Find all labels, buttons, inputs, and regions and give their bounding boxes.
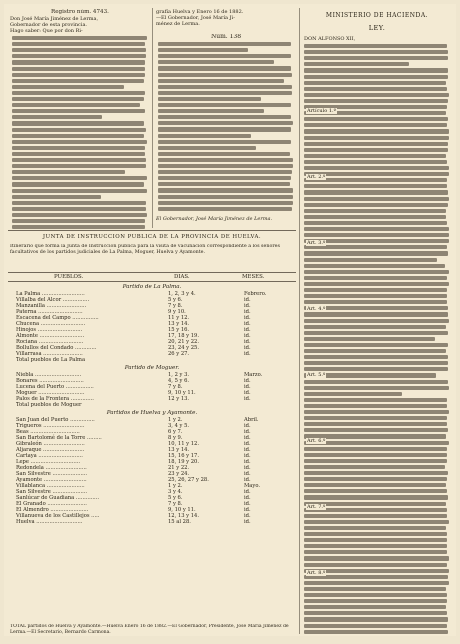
body-text-line (304, 190, 448, 194)
body-text-line (158, 97, 261, 101)
body-text-line (304, 404, 447, 408)
body-text-line (304, 197, 449, 201)
month-cell: id. (244, 435, 251, 441)
month-cell: id. (244, 471, 251, 477)
days-cell: 12 y 13. (168, 396, 190, 402)
body-text-line (304, 611, 447, 615)
town-cell: San Juan del Puerto ............... (16, 417, 95, 423)
town-cell: Sanlúcar de Guadiana .............. (16, 495, 99, 501)
col-header-dias: DIAS. (174, 274, 190, 280)
body-text-line (304, 148, 448, 152)
partido-heading: Partidos de Huelva y Ayamonte. (106, 410, 198, 416)
body-text-line (12, 182, 144, 186)
days-cell: 21 y 22. (168, 465, 190, 471)
body-text-line (304, 477, 447, 481)
table-rule (8, 272, 296, 273)
body-text-line (304, 312, 448, 316)
body-text-line (304, 276, 447, 280)
body-text-line (158, 146, 256, 150)
month-cell: id. (244, 297, 251, 303)
body-text-line (158, 121, 293, 125)
body-text-line (304, 50, 448, 54)
junta-title: JUNTA DE INSTRUCCION PUBLICA DE LA PROVINCIA DE HUELVA. (42, 234, 262, 240)
body-text-line (158, 207, 292, 211)
body-text-line (12, 103, 140, 107)
body-text-line (304, 136, 449, 140)
month-cell: id. (244, 501, 251, 507)
days-cell: 1, 2 y 3. (168, 372, 190, 378)
newspaper-page (4, 4, 456, 636)
town-cell: Lucena del Puerto ................. (16, 384, 94, 390)
body-text-line (304, 319, 449, 323)
body-text-line (304, 550, 447, 554)
days-cell: 15, 16 y 17. (168, 453, 199, 459)
days-cell: 12, 13 y 14. (168, 513, 199, 519)
body-text-line (12, 195, 101, 199)
body-text-line (304, 349, 446, 353)
month-cell: id. (244, 477, 251, 483)
days-cell: 10, 11 y 12. (168, 441, 199, 447)
col2-line: grafía Huelva y Enero 16 de 1882. (156, 9, 244, 15)
body-text-line (158, 164, 293, 168)
body-text-line (304, 459, 447, 463)
days-cell: 8 y 9. (168, 435, 183, 441)
body-text-line (304, 123, 447, 127)
body-text-line (12, 207, 146, 211)
month-cell: id. (244, 333, 251, 339)
days-cell: 13 y 14. (168, 321, 190, 327)
body-text-line (12, 128, 146, 132)
body-text-line (304, 630, 448, 634)
month-cell: id. (244, 465, 251, 471)
town-cell: Villanueva de los Castillejos ..... (16, 513, 100, 519)
body-text-line (12, 48, 146, 52)
body-text-line (12, 85, 124, 89)
body-text-line (12, 121, 144, 125)
body-text-line (158, 42, 291, 46)
days-cell: 7 y 8. (168, 384, 183, 390)
body-text-line (304, 617, 448, 621)
body-text-line (304, 343, 448, 347)
body-text-line (12, 201, 146, 205)
days-cell: 9, 10 y 11. (168, 390, 196, 396)
month-cell: id. (244, 309, 251, 315)
body-text-line (304, 129, 449, 133)
town-cell: Aljaraque ......................... (16, 447, 85, 453)
body-text-line (304, 386, 449, 390)
town-cell: Palos de la Frontera .............. (16, 396, 94, 402)
body-text-line (158, 103, 291, 107)
body-text-line (304, 495, 448, 499)
town-cell: Beas .............................. (16, 429, 80, 435)
body-text-line (304, 587, 446, 591)
body-text-line (158, 134, 251, 138)
body-text-line (12, 134, 144, 138)
partido-heading: Partido de Moguer. (124, 365, 180, 371)
body-text-line (158, 115, 291, 119)
body-text-line (304, 526, 446, 530)
body-text-line (158, 60, 274, 64)
month-cell: id. (244, 495, 251, 501)
body-text-line (304, 410, 449, 414)
body-text-line (304, 203, 448, 207)
town-cell: Total pueblos de La Palma (16, 357, 86, 363)
body-text-line (158, 66, 291, 70)
month-cell: id. (244, 390, 251, 396)
partido-heading: Partido de La Palma. (122, 284, 182, 290)
body-text-line (12, 158, 146, 162)
body-text-line (304, 514, 447, 518)
body-text-line (304, 392, 402, 396)
body-text-line (304, 489, 447, 493)
town-cell: Villablanca ....................... (16, 483, 85, 489)
body-text-line (158, 73, 292, 77)
body-text-line (158, 54, 291, 58)
body-text-line (304, 87, 447, 91)
body-text-line (12, 225, 145, 229)
month-cell: id. (244, 345, 251, 351)
body-text-line (304, 605, 446, 609)
body-text-line (304, 447, 447, 451)
days-cell: 20, 21 y 22. (168, 339, 199, 345)
days-cell: 7 y 8. (168, 501, 183, 507)
body-text-line (304, 581, 449, 585)
body-text-line (158, 48, 248, 52)
col2-num: Núm. 138 (210, 34, 242, 40)
month-cell: Marzo. (244, 372, 263, 378)
body-text-line (304, 288, 447, 292)
col1-line: Gobernador de esta provincia. (10, 22, 88, 28)
body-text-line (304, 142, 448, 146)
body-text-line (12, 54, 146, 58)
town-cell: Moguer ............................ (16, 390, 85, 396)
article-label: Art. 8.º (307, 570, 326, 576)
month-cell: id. (244, 351, 251, 357)
town-cell: Manzanilla ........................ (16, 303, 87, 309)
body-text-line (304, 117, 448, 121)
town-cell: Villalba del Alcor ................ (16, 297, 90, 303)
body-text-line (12, 152, 145, 156)
body-text-line (304, 337, 435, 341)
column-divider (152, 8, 153, 228)
month-cell: id. (244, 441, 251, 447)
month-cell: id. (244, 327, 251, 333)
month-cell: id. (244, 459, 251, 465)
ley-heading: LEY. (368, 24, 386, 32)
body-text-line (12, 170, 125, 174)
month-cell: id. (244, 513, 251, 519)
month-cell: id. (244, 519, 251, 525)
body-text-line (12, 189, 147, 193)
month-cell: id. (244, 303, 251, 309)
body-text-line (12, 67, 145, 71)
body-text-line (304, 221, 447, 225)
body-text-line (12, 97, 144, 101)
col2-line: ménez de Lerma. (156, 21, 200, 27)
body-text-line (304, 258, 437, 262)
body-text-line (304, 355, 448, 359)
body-text-line (304, 154, 446, 158)
town-cell: Cartaya ........................... (16, 453, 83, 459)
town-cell: Lepe .............................. (16, 459, 81, 465)
month-cell: Mayo. (244, 483, 261, 489)
body-text-line (158, 127, 291, 131)
town-cell: Hinojos ........................... (16, 327, 83, 333)
days-cell: 9, 10 y 11. (168, 507, 196, 513)
body-text-line (158, 109, 264, 113)
body-text-line (12, 91, 145, 95)
body-text-line (304, 93, 449, 97)
body-text-line (304, 563, 447, 567)
body-text-line (158, 152, 290, 156)
body-text-line (304, 624, 447, 628)
days-cell: 18, 19 y 20. (168, 459, 199, 465)
days-cell: 4, 5 y 6. (168, 378, 190, 384)
days-cell: 5 y 6. (168, 297, 183, 303)
town-cell: San Bartolomé de la Torre ......... (16, 435, 102, 441)
days-cell: 13 y 14. (168, 447, 190, 453)
body-text-line (304, 453, 447, 457)
body-text-line (12, 146, 145, 150)
month-cell: id. (244, 507, 251, 513)
days-cell: 9 y 10. (168, 309, 186, 315)
body-text-line (12, 219, 145, 223)
body-text-line (12, 36, 147, 40)
month-cell: id. (244, 453, 251, 459)
town-cell: Escacena del Campo ................ (16, 315, 99, 321)
body-text-line (12, 140, 147, 144)
body-text-line (12, 213, 147, 217)
month-cell: Abril. (244, 417, 259, 423)
article-label: Art. 3.º (307, 240, 326, 246)
article-label: Art. 5.º (307, 372, 326, 378)
days-cell: 1 y 2. (168, 417, 183, 423)
ministry-heading: MINISTERIO DE HACIENDA. (325, 12, 429, 19)
town-cell: La Palma .......................... (16, 291, 85, 297)
body-text-line (304, 184, 447, 188)
town-cell: Villarrasa ........................ (16, 351, 83, 357)
column-divider (299, 8, 300, 634)
body-text-line (304, 325, 446, 329)
month-cell: id. (244, 339, 251, 345)
body-text-line (158, 140, 291, 144)
body-text-line (304, 422, 447, 426)
body-text-line (304, 300, 447, 304)
body-text-line (304, 398, 447, 402)
col1-line: Hago saber: Que por don Ri- (10, 28, 83, 34)
town-cell: El Granado ........................ (16, 501, 87, 507)
month-cell: id. (244, 315, 251, 321)
body-text-line (304, 599, 447, 603)
town-cell: Paterna ........................... (16, 309, 83, 315)
body-text-line (304, 160, 447, 164)
body-text-line (304, 294, 447, 298)
days-cell: 15 y 16. (168, 327, 190, 333)
town-cell: Rociana ........................... (16, 339, 84, 345)
body-text-line (304, 282, 449, 286)
body-text-line (12, 164, 146, 168)
town-cell: Total pueblos de Moguer (16, 402, 82, 408)
days-cell: 26 y 27. (168, 351, 190, 357)
body-text-line (304, 544, 447, 548)
body-text-line (158, 188, 293, 192)
town-cell: Trigueros ......................... (16, 423, 85, 429)
body-text-line (12, 79, 144, 83)
days-cell: 23 y 24. (168, 471, 190, 477)
days-cell: 3 y 4. (168, 489, 183, 495)
body-text-line (304, 251, 448, 255)
town-cell: Huelva ............................ (16, 519, 83, 525)
body-text-line (304, 593, 447, 597)
town-cell: Ayamonte .......................... (16, 477, 87, 483)
body-text-line (304, 532, 447, 536)
article-label: Artículo 1.º (307, 108, 336, 114)
month-cell: id. (244, 378, 251, 384)
body-text-line (304, 56, 448, 60)
body-text-line (304, 227, 449, 231)
month-cell: id. (244, 423, 251, 429)
body-text-line (304, 416, 447, 420)
town-cell: El Almendro ....................... (16, 507, 89, 513)
body-text-line (12, 42, 145, 46)
days-cell: 15 al 28. (168, 519, 191, 525)
body-text-line (304, 556, 449, 560)
body-text-line (304, 361, 448, 365)
body-text-line (304, 538, 447, 542)
article-label: Art. 2.º (307, 174, 326, 180)
days-cell: 6 y 7. (168, 429, 183, 435)
town-cell: Chucena ........................... (16, 321, 86, 327)
body-text-line (158, 201, 293, 205)
town-cell: Bollullos del Condado ............. (16, 345, 97, 351)
body-text-line (158, 91, 292, 95)
body-text-line (158, 176, 291, 180)
days-cell: 7 y 8. (168, 303, 183, 309)
month-cell: id. (244, 429, 251, 435)
junta-footer: TOTAL partidos de Huelva y Ayamonte.—Huelva Enero 16 de 1882.—El Gobernador, Presidente, José María Jiménez de Lerma.—El Secretario, Bernardo Carmona. (10, 624, 289, 635)
town-cell: Redondela ......................... (16, 465, 87, 471)
body-text-line (158, 79, 284, 83)
table-rule (8, 281, 296, 282)
body-text-line (304, 331, 448, 335)
days-cell: 3, 4 y 5. (168, 423, 190, 429)
days-cell: 25, 26, 27 y 28. (168, 477, 209, 483)
body-text-line (304, 215, 446, 219)
article-label: Art. 4.º (307, 306, 326, 312)
days-cell: 1, 2, 3 y 4. (168, 291, 196, 297)
body-text-line (304, 75, 448, 79)
body-text-line (304, 209, 446, 213)
month-cell: id. (244, 321, 251, 327)
col2-line: —El Gobernador, José María Ji- (156, 15, 235, 21)
body-text-line (304, 270, 449, 274)
month-cell: id. (244, 489, 251, 495)
body-text-line (158, 170, 292, 174)
month-cell: id. (244, 384, 251, 390)
body-text-line (304, 62, 409, 66)
body-text-line (304, 483, 446, 487)
town-cell: San Silvestre ..................... (16, 471, 88, 477)
days-cell: 5 y 6. (168, 495, 183, 501)
body-text-line (158, 182, 290, 186)
col2-signature: El Gobernador, José María Jiménez de Lerma. (156, 216, 273, 222)
section-rule (8, 230, 296, 231)
body-text-line (304, 465, 445, 469)
days-cell: 17, 18 y 19. (168, 333, 199, 339)
col-header-pueblos: PUEBLOS. (54, 274, 84, 280)
town-cell: Bonares ........................... (16, 378, 84, 384)
body-text-line (304, 81, 446, 85)
col-header-meses: MESES. (242, 274, 265, 280)
town-cell: Almonte ........................... (16, 333, 85, 339)
article-label: Art. 7.º (307, 504, 326, 510)
body-text-line (12, 60, 145, 64)
col1-registro: Registro núm. 4743. (51, 9, 109, 15)
body-text-line (158, 195, 293, 199)
body-text-line (12, 115, 102, 119)
body-text-line (304, 428, 448, 432)
month-cell: id. (244, 447, 251, 453)
junta-intro: Itinerario que forma la Junta de Instrucción pública para la visita de vacunación correspondiente a los señores facultativos de los partidos judiciales de La Palma, Moguer, Huelva y Ayamonte. (10, 244, 280, 255)
body-text-line (304, 99, 448, 103)
article-label: Art. 6.º (307, 438, 326, 444)
days-cell: 1 y 2. (168, 483, 183, 489)
town-cell: Niebla ............................ (16, 372, 82, 378)
body-text-line (304, 471, 448, 475)
body-text-line (304, 264, 445, 268)
body-text-line (304, 44, 447, 48)
town-cell: Gibraleón ......................... (16, 441, 85, 447)
body-text-line (304, 520, 449, 524)
king-line: DON ALFONSO XII, (304, 36, 356, 42)
month-cell: Febrero. (244, 291, 267, 297)
body-text-line (158, 85, 292, 89)
days-cell: 11 y 12. (168, 315, 190, 321)
col1-line: Don José María Jiménez de Lerma, (10, 16, 99, 22)
days-cell: 23, 24 y 25. (168, 345, 199, 351)
body-text-line (304, 68, 448, 72)
body-text-line (12, 109, 145, 113)
body-text-line (304, 367, 448, 371)
town-cell: San Silvestre ..................... (16, 489, 88, 495)
body-text-line (304, 233, 449, 237)
body-text-line (12, 176, 147, 180)
body-text-line (304, 380, 448, 384)
month-cell: id. (244, 396, 251, 402)
body-text-line (158, 158, 293, 162)
body-text-line (12, 73, 145, 77)
body-text-line (304, 166, 449, 170)
